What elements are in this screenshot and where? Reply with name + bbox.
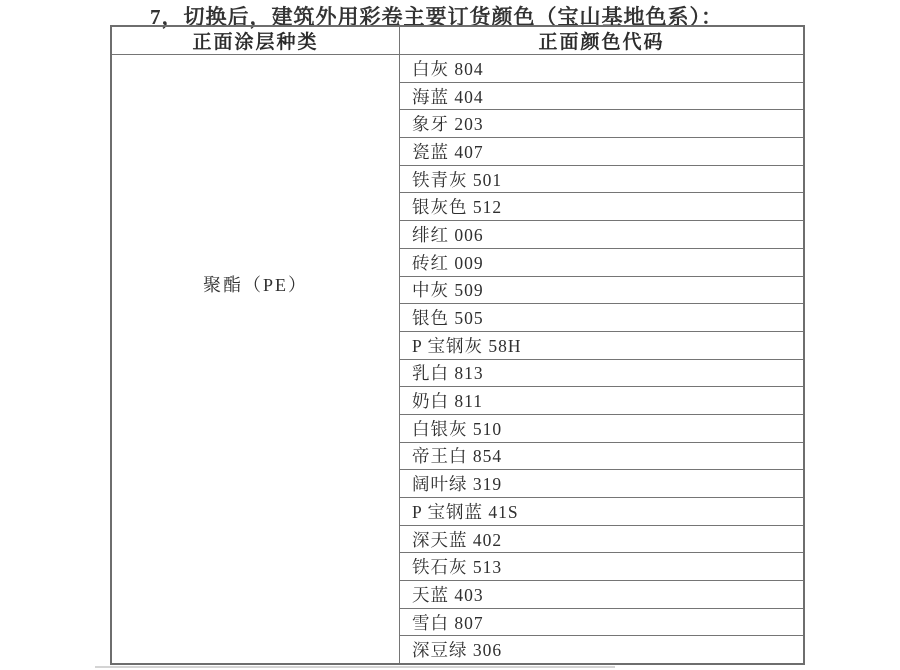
color-code-cell: 铁石灰 513 <box>400 553 805 581</box>
color-code-cell: P 宝钢蓝 41S <box>400 498 805 526</box>
color-code-cell: 深天蓝 402 <box>400 525 805 553</box>
table-row <box>111 55 804 83</box>
color-code-cell: 白灰 804 <box>400 55 805 83</box>
color-code-cell: 天蓝 403 <box>400 581 805 609</box>
color-code-cell: 奶白 811 <box>400 387 805 415</box>
scan-artifact-line <box>95 666 615 668</box>
color-code-cell: 砖红 009 <box>400 248 805 276</box>
color-code-cell: 银灰色 512 <box>400 193 805 221</box>
color-code-cell: 帝王白 854 <box>400 442 805 470</box>
color-code-table <box>110 25 805 665</box>
color-code-cell: 象牙 203 <box>400 110 805 138</box>
table-body <box>111 55 804 665</box>
color-code-cell: 瓷蓝 407 <box>400 138 805 166</box>
color-code-cell: 白银灰 510 <box>400 414 805 442</box>
color-code-cell: 阔叶绿 319 <box>400 470 805 498</box>
color-code-cell: 深豆绿 306 <box>400 636 805 664</box>
page-title: 7，切换后，建筑外用彩卷主要订货颜色（宝山基地色系）： <box>150 5 723 29</box>
header-row <box>111 26 804 55</box>
color-code-cell: 铁青灰 501 <box>400 165 805 193</box>
coating-type-header: 正面涂层种类 <box>111 26 400 55</box>
color-code-cell: 绯红 006 <box>400 221 805 249</box>
color-code-cell: 中灰 509 <box>400 276 805 304</box>
color-code-cell: P 宝钢灰 58H <box>400 331 805 359</box>
coating-type-label: 聚酯（PE） <box>202 275 308 295</box>
color-code-cell: 海蓝 404 <box>400 82 805 110</box>
color-code-cell: 银色 505 <box>400 304 805 332</box>
color-code-header: 正面颜色代码 <box>400 26 805 55</box>
table-header <box>111 26 804 55</box>
color-code-cell: 乳白 813 <box>400 359 805 387</box>
color-code-cell: 雪白 807 <box>400 608 805 636</box>
coating-type-cell <box>111 55 400 665</box>
